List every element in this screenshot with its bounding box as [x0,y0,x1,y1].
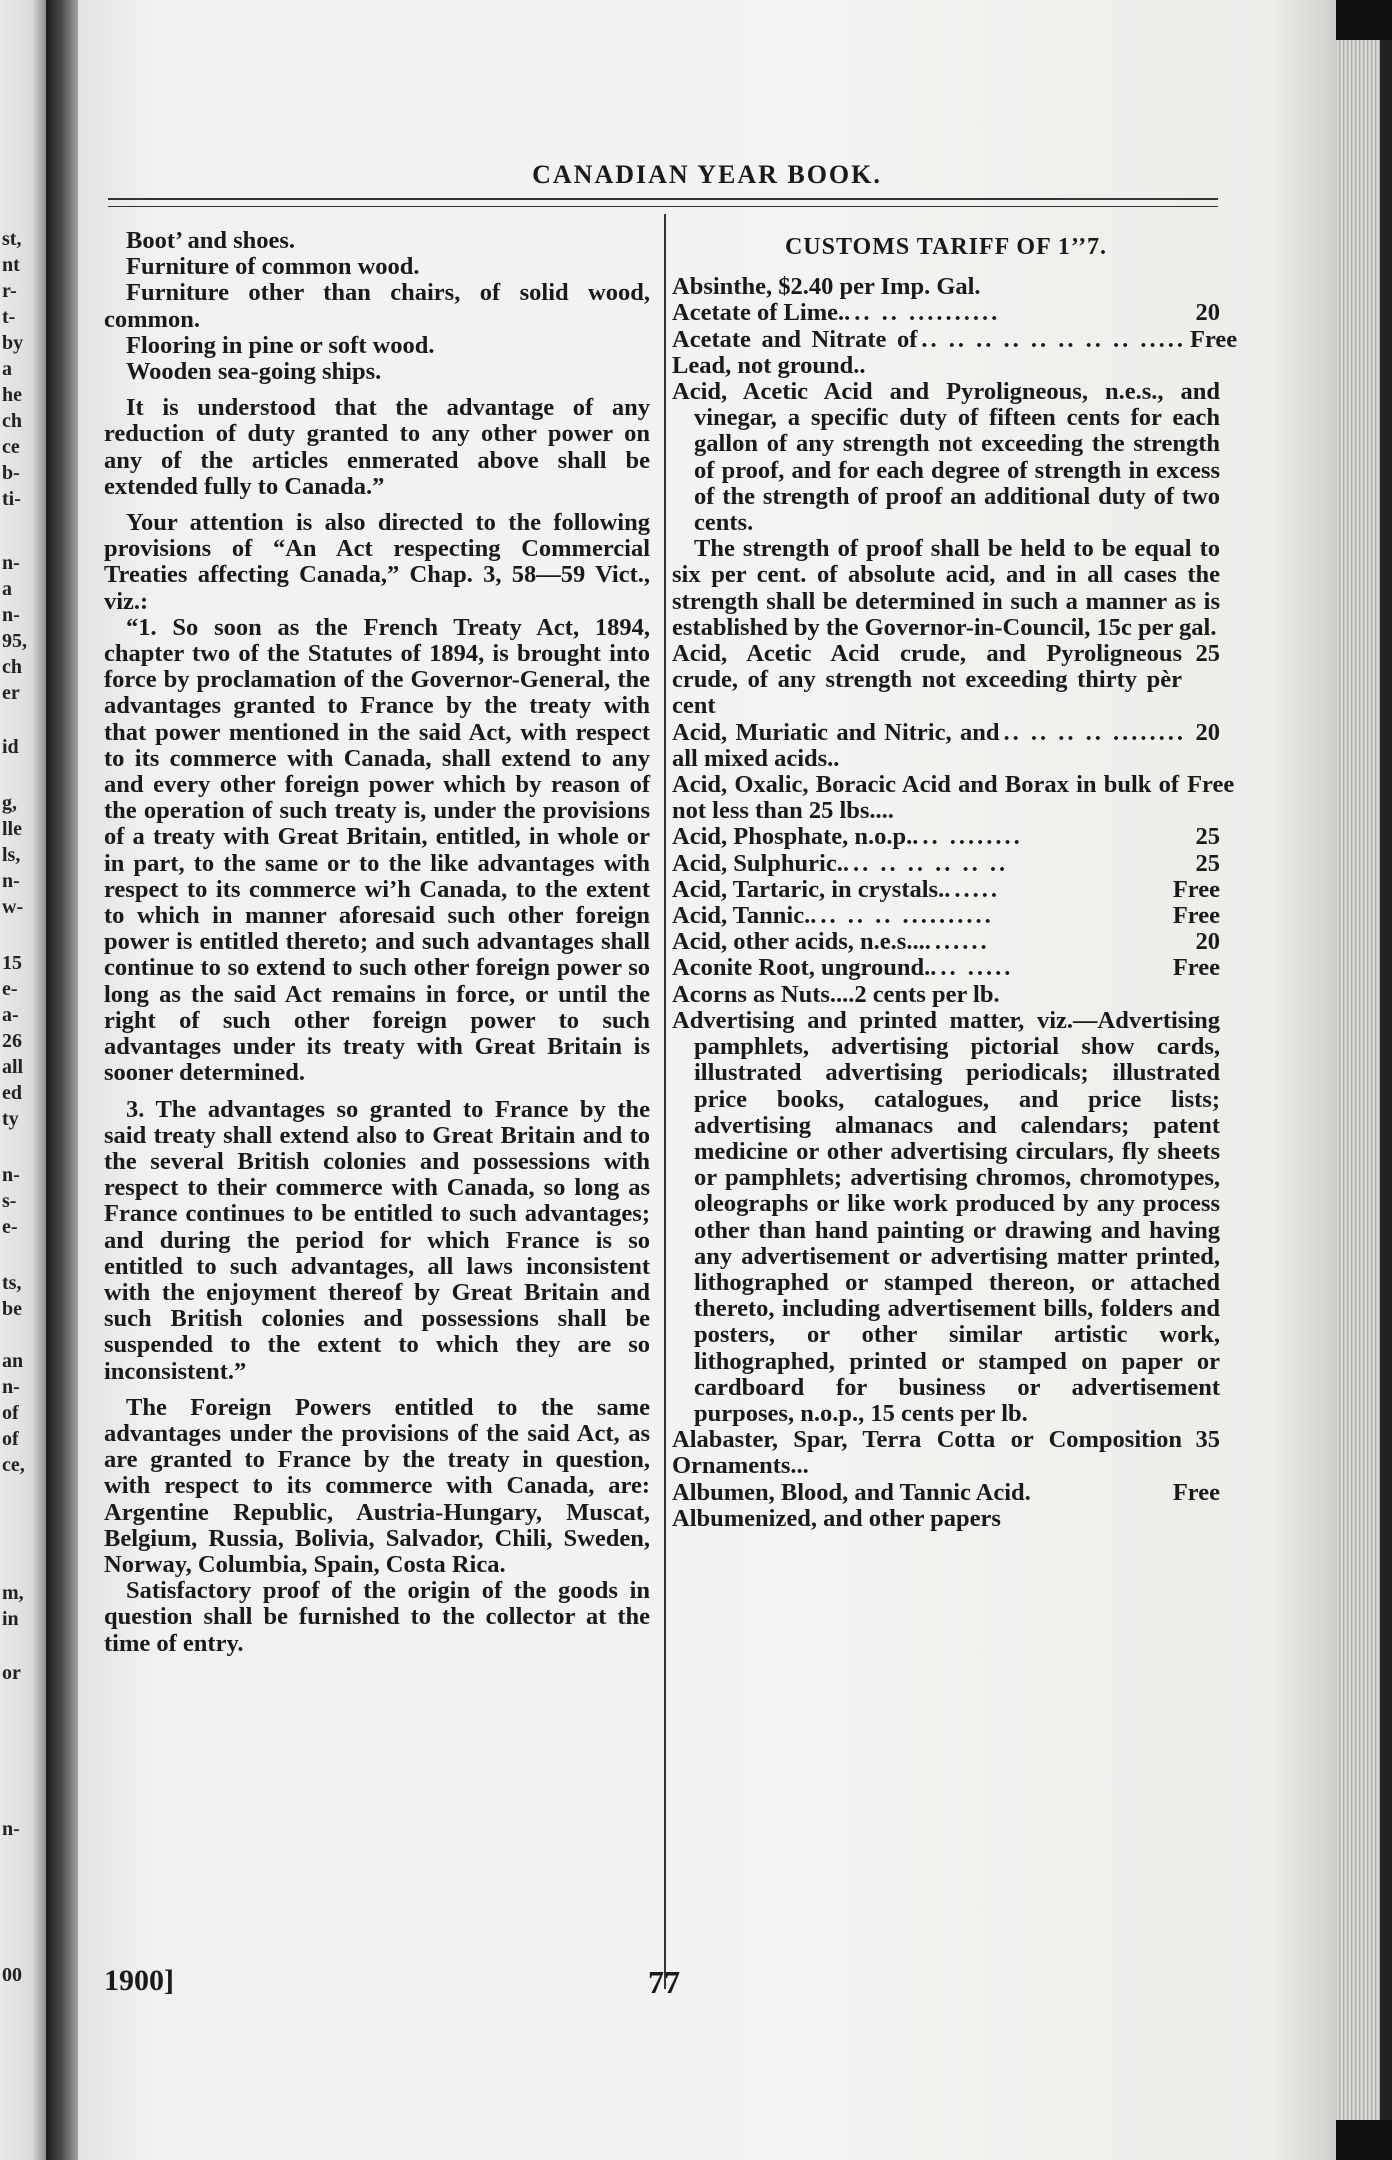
paragraph: The Foreign Powers entitled to the same advantages under the provisions of the said Act, as are granted to France by the treaty in question, with respect to its commerce with Canada, are: Argentine Republic, Austria-Hungary, Muscat, Belgium, Russia, Bolivia, Salvador, Chili, Sweden, Norway, Columbia, Spain, Costa Rica. [104,1393,650,1578]
tariff-list [672,273,1238,1532]
tariff-entry [672,325,1238,379]
header-rule [108,198,1218,200]
margin-fragment: ch [2,410,22,432]
tariff-rate: 20 [1195,928,1220,956]
tariff-item-text: Acetate of Lime.. [672,299,851,327]
tariff-entry [672,379,1220,536]
tariff-item-text: Acid, Sulphuric.. [672,849,849,877]
tariff-entry [672,536,1220,641]
paragraph: 3. The advantages so granted to France by the said treaty shall extend also to Great Britain and to the several British colonies and possessions with respect to their commerce with Canada, so long as France continues to be entitled to such advantages; and during the period for which France is so entitled to such advantages, all laws inconsistent with the enjoyment thereof by Great Britain and such British colonies and possessions shall be suspended to the extent to which they are so inconsistent.” [104,1095,650,1385]
margin-fragment: an [2,1350,24,1372]
tariff-item-text: Acid, Tannic.. [672,902,817,930]
tariff-rate: 20 [1195,299,1220,327]
margin-fragment: a [2,578,12,600]
margin-fragment: id [2,736,19,758]
margin-fragment: n- [2,870,20,892]
paragraph: Satisfactory proof of the origin of the goods in question shall be furnished to the collector at the time of entry. [104,1577,650,1657]
tariff-item-text: Acid, other acids, n.e.s.... [672,928,931,956]
tariff-item-text: Acid, Acetic Acid crude, and Pyroligneous crude, of any strength not exceeding thirty pèr cent [672,640,1182,720]
tariff-item-text: Albumenized, and other papers [672,1504,1001,1532]
margin-fragment: ts, [2,1272,22,1294]
paragraph: Boot’ and shoes. [126,227,296,254]
margin-fragment: lle [2,818,22,840]
margin-fragment: 15 [2,952,22,974]
margin-fragment: n- [2,1818,20,1840]
tariff-rate: Free [1172,875,1220,903]
margin-fragment: by [2,332,24,354]
page-edge-shadow [1380,40,1392,2120]
margin-fragment: a [2,358,12,380]
paragraph: Furniture of common wood. [126,253,420,281]
tariff-item-text: Aconite Root, unground.. [672,954,937,982]
paragraph: Your attention is also directed to the following provisions of “An Act respecting Commercial Treaties affecting Canada,” Chap. 3, 58—59 Vict., viz.: [104,509,650,615]
page-number: 77 [648,1964,680,2000]
tariff-item-text: Acid, Phosphate, n.o.p.. [672,823,919,851]
tariff-entry [672,877,1220,903]
margin-fragment: of [2,1402,19,1424]
tariff-entry [672,1008,1220,1427]
margin-fragment: be [2,1298,22,1320]
tariff-rate: Free [1172,954,1220,982]
paragraph: “1. So soon as the French Treaty Act, 1894, chapter two of the Statutes of 1894, is brought into force by proclamation of the Governor-General, the advantages granted to France by the treaty with that power mentioned in the said Act, with respect to its commerce with Canada, shall extend to any and every other foreign power which by reason of the operation of such treaty is, under the provisions of a treaty with Great Britain, entitled, in whole or in part, to the same or to the like advantages with respect to its commerce wi’h Canada, to the extent to which in manner aforesaid such other foreign power is entitled thereto; and such advantages shall continue to so extend to such other foreign power so long as the said Act remains in force, or until the right of such other foreign power to such advantages under its treaty with Great Britain is sooner determined. [104,613,650,1087]
running-head: CANADIAN YEAR BOOK. [532,160,882,189]
margin-fragment: m, [2,1582,24,1604]
margin-fragment: nt [2,254,20,276]
tariff-item-text: Albumen, Blood, and Tannic Acid. [672,1478,1031,1506]
tariff-entry [672,824,1220,850]
tariff-item-text: Advertising and printed matter, viz.—Advertising pamphlets, advertising pictorial show cards, illustrated advertising periodicals; illustrated price books, catalogues, and price lists; advertising almanacs and calendars; patent medicine or other advertising circulars, fly sheets or pamphlets; advertising chromos, chromotypes, oleographs or like work produced by any process other than hand painting or drawing and having any advertisement or advertising matter printed, lithographed or stamped thereon, or attached thereto, including advertisement bills, folders and posters, or other similar artistic work, lithographed, printed or stamped on paper or cardboard for business or advertisement purposes, n.o.p., 15 cents per lb. [672,1006,1220,1427]
dot-leader: .. .. .. .. .. .. [853,849,1009,877]
margin-fragment: in [2,1608,19,1630]
margin-fragment: 00 [2,1964,22,1986]
margin-fragment: a- [2,1004,19,1026]
paragraph: Flooring in pine or soft wood. [126,331,435,359]
margin-fragment: n- [2,1376,20,1398]
tariff-item-text: Alabaster, Spar, Terra Cotta or Composition Ornaments... [672,1426,1182,1480]
right-column [672,228,1238,1532]
margin-fragment: or [2,1662,21,1684]
tariff-entry [672,982,1220,1008]
margin-fragment: e- [2,1216,18,1238]
margin-fragment: n- [2,604,20,626]
margin-fragment: r- [2,280,17,302]
margin-fragment: ti- [2,488,21,510]
tariff-entry [672,641,1220,720]
tariff-entry [672,1506,1220,1532]
tariff-item-text: Acid, Oxalic, Boracic Acid and Borax in bulk of not less than 25 lbs.... [672,771,1180,825]
dot-leader: .. .. .. .......... [820,902,994,930]
margin-fragment: all [2,1056,24,1078]
page-stack-edge [1336,40,1380,2120]
tariff-rate: Free [1172,902,1220,930]
tariff-rate: 25 [1195,823,1220,851]
tariff-rate: Free [1187,771,1235,799]
margin-fragment: er [2,682,20,704]
header-rule-thin [108,206,1218,207]
margin-fragment: ce [2,436,20,458]
column-divider [664,214,666,1989]
dot-leader: .. .. .. .. .. .. .. .. ..... [921,325,1186,353]
tariff-entry [672,720,1220,772]
left-column [104,228,650,1657]
tariff-rate: 25 [1195,640,1220,668]
margin-fragment: ce, [2,1454,25,1476]
dot-leader: .. .. .......... [854,299,1001,327]
footer-year: 1900] [104,1964,174,1997]
tariff-item-text: Acid, Muriatic and Nitric, and all mixed acids.. [672,718,1000,772]
tariff-entry [672,929,1220,955]
margin-fragment: t- [2,306,16,328]
margin-fragment: he [2,384,22,406]
margin-fragment: n- [2,552,20,574]
margin-fragment: 95, [2,630,27,652]
tariff-item-text: The strength of proof shall be held to be equal to six per cent. of absolute acid, and in all cases the strength shall be determined in such a manner as is established by the Governor-in-Council, 15c per gal. [672,535,1220,641]
margin-fragment: b- [2,462,20,484]
margin-fragment: e- [2,978,18,1000]
tariff-entry [672,274,1220,300]
dot-leader: .. .. .. .. ........ [1003,718,1186,746]
tariff-item-text: Acid, Tartaric, in crystals.. [672,875,951,903]
tariff-item-text: Acetate and Nitrate of Lead, not ground.. [672,325,918,379]
margin-fragment: of [2,1428,19,1450]
paragraph: It is understood that the advantage of any reduction of duty granted to any other power on any of the articles enmerated above shall be extended fully to Canada.” [104,394,650,500]
margin-fragment: ls, [2,844,21,866]
tariff-item-text: Acorns as Nuts....2 cents per lb. [672,980,1000,1008]
tariff-entry [672,903,1220,929]
margin-fragment: ty [2,1108,19,1130]
margin-fragment: s- [2,1190,17,1212]
tariff-rate: 20 [1195,718,1220,746]
tariff-rate: 25 [1195,849,1220,877]
tariff-entry [672,771,1235,825]
tariff-item-text: Absinthe, $2.40 per Imp. Gal. [672,273,981,301]
margin-fragment: w- [2,896,24,918]
tariff-rate: Free [1190,325,1238,353]
dot-leader: .. ........ [922,823,1023,851]
dot-leader: ...... [934,928,990,956]
tariff-entry [672,300,1220,326]
tariff-title: CUSTOMS TARIFF OF 1’’7. [784,234,1108,260]
margin-fragment: ch [2,656,22,678]
tariff-rate: 35 [1195,1426,1220,1454]
margin-fragment: 26 [2,1030,22,1052]
tariff-entry [672,955,1220,981]
tariff-entry [672,1480,1220,1506]
margin-fragment: ed [2,1082,22,1104]
tariff-rate: Free [1172,1478,1220,1506]
margin-fragment: st, [2,228,22,250]
tariff-item-text: Acid, Acetic Acid and Pyroligneous, n.e.s., and vinegar, a specific duty of fifteen cents for each gallon of any strength not exceeding the strength of proof, and for each degree of strength in excess of the strength of proof an additional duty of two cents. [672,378,1220,537]
paragraph: Furniture other than chairs, of solid wood, common. [104,279,650,333]
margin-fragment: n- [2,1164,20,1186]
margin-fragment: g, [2,792,17,814]
paragraph: Wooden sea-going ships. [126,358,382,386]
dot-leader: .. ..... [940,954,1014,982]
tariff-entry [672,851,1220,877]
dot-leader: ..... [954,875,1000,903]
tariff-entry [672,1427,1220,1479]
